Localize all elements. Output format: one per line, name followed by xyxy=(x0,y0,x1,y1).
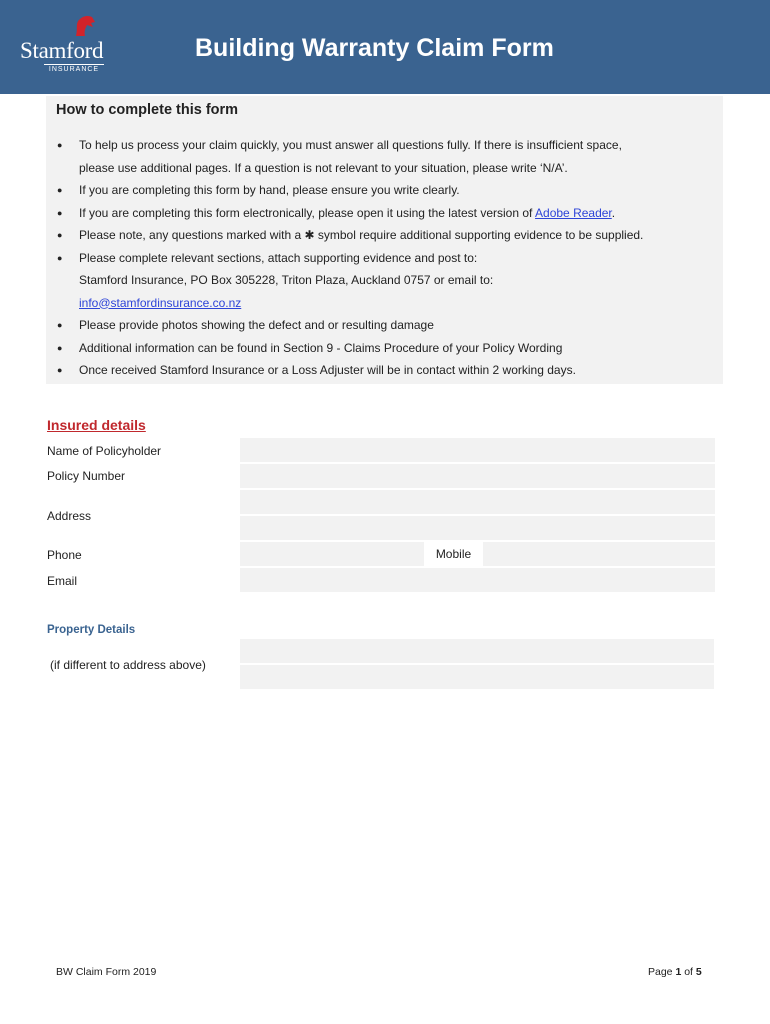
instruction-text: Please provide photos showing the defect and or resulting damage xyxy=(79,318,434,332)
insured-details-heading: Insured details xyxy=(47,417,146,433)
phone-label: Phone xyxy=(47,548,82,562)
instruction-text: Please complete relevant sections, attach supporting evidence and post to: xyxy=(79,250,478,265)
instruction-text: To help us process your claim quickly, you must answer all questions fully. If there is insufficient space, xyxy=(79,138,622,152)
instruction-text: If you are completing this form electronically, please open it using the latest version of xyxy=(79,205,536,220)
address-field-line-1[interactable] xyxy=(240,490,715,514)
instruction-text: please use additional pages. If a question is not relevant to your situation, please write ‘N/A’. xyxy=(79,160,568,175)
instructions-panel xyxy=(46,96,723,384)
instruction-text: Please note, any questions marked with a ✱ symbol require additional supporting evidence to be supplied. xyxy=(79,228,644,242)
instructions-heading: How to complete this form xyxy=(56,102,239,118)
bullet-icon: ● xyxy=(57,207,63,218)
list-item xyxy=(46,359,723,382)
mobile-label: Mobile xyxy=(425,542,482,566)
policyholder-field[interactable] xyxy=(240,438,715,462)
page-prefix: Page xyxy=(648,966,676,978)
logo-rule xyxy=(44,64,104,65)
address-field-line-2[interactable] xyxy=(240,516,715,540)
bullet-icon: ● xyxy=(57,230,63,240)
instruction-text: If you are completing this form by hand, please ensure you write clearly. xyxy=(79,183,460,197)
logo-sub: INSURANCE xyxy=(48,66,100,73)
list-item xyxy=(46,314,723,337)
bullet-icon: ● xyxy=(57,342,63,353)
bullet-icon: ● xyxy=(57,320,63,330)
property-details-heading: Property Details xyxy=(47,624,136,636)
policy-number-field[interactable] xyxy=(240,464,715,488)
page-number xyxy=(648,966,702,978)
list-item xyxy=(46,134,723,179)
page-current: 1 xyxy=(675,966,682,978)
property-address-field-line-1[interactable] xyxy=(240,639,714,663)
footer-form-id: BW Claim Form 2019 xyxy=(56,966,157,978)
property-address-field-line-2[interactable] xyxy=(240,665,714,689)
email-label: Email xyxy=(47,574,78,588)
horse-emblem-icon xyxy=(72,14,98,38)
page-title: Building Warranty Claim Form xyxy=(195,34,554,62)
page-header xyxy=(0,0,770,94)
policy-number-label: Policy Number xyxy=(47,469,126,483)
list-item xyxy=(46,224,723,247)
list-item xyxy=(46,202,723,225)
page-total: 5 xyxy=(695,966,702,978)
bullet-icon: ● xyxy=(57,185,63,195)
bullet-icon: ● xyxy=(57,140,63,150)
email-link[interactable]: info@stamfordinsurance.co.nz xyxy=(79,295,242,310)
bullet-icon: ● xyxy=(57,252,63,263)
mobile-field[interactable] xyxy=(483,542,715,566)
policyholder-label: Name of Policyholder xyxy=(47,444,162,458)
list-item xyxy=(46,247,723,315)
instruction-text: Additional information can be found in Section 9 - Claims Procedure of your Policy Wording xyxy=(79,340,563,355)
list-item xyxy=(46,337,723,360)
bullet-icon: ● xyxy=(57,365,63,375)
phone-field[interactable] xyxy=(240,542,424,566)
instructions-list xyxy=(46,134,723,382)
address-label: Address xyxy=(47,509,92,523)
stamford-logo xyxy=(18,14,128,76)
instruction-text: Once received Stamford Insurance or a Loss Adjuster will be in contact within 2 working days. xyxy=(79,363,576,377)
instruction-text: Stamford Insurance, PO Box 305228, Triton Plaza, Auckland 0757 or email to: xyxy=(79,273,494,287)
list-item xyxy=(46,179,723,202)
email-field[interactable] xyxy=(240,568,715,592)
instruction-text: . xyxy=(611,205,616,220)
adobe-reader-link[interactable]: Adobe Reader xyxy=(535,205,612,220)
logo-word: Stamford xyxy=(20,38,104,63)
property-note-label: (if different to address above) xyxy=(50,658,206,672)
page-of: of xyxy=(681,966,696,978)
